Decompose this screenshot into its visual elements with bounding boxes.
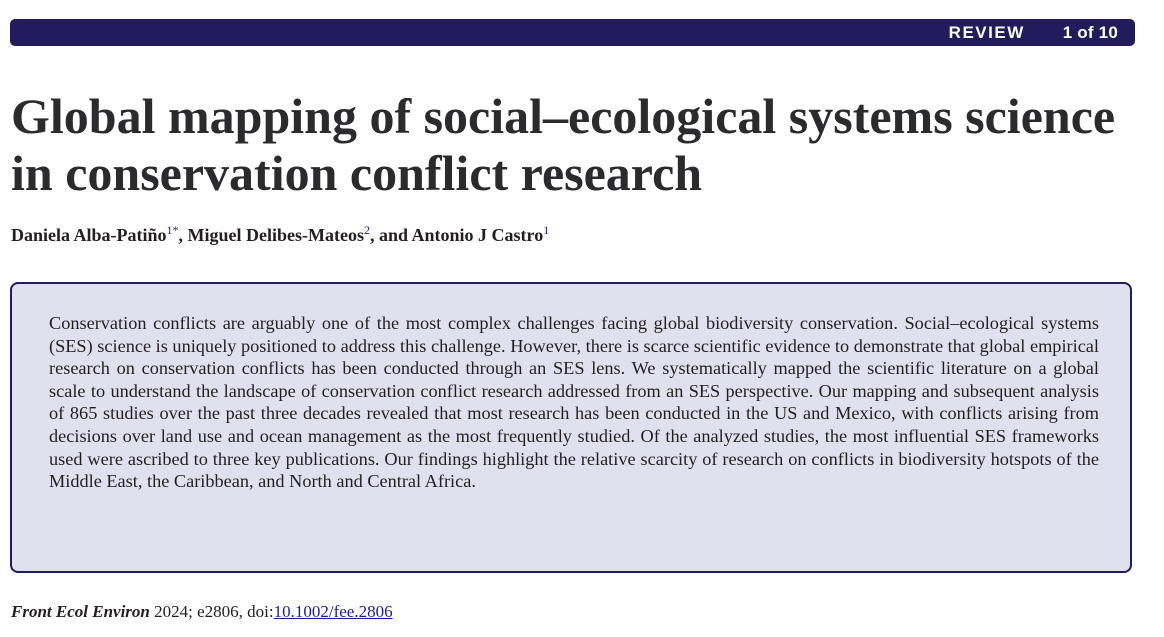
section-label: REVIEW	[948, 22, 1025, 42]
abstract-box	[10, 282, 1132, 573]
header-bar	[10, 19, 1135, 46]
page-indicator: 1 of 10	[1062, 22, 1118, 42]
citation-details: 2024; e2806, doi:	[149, 602, 274, 621]
article-title: Global mapping of social–ecological systems science in conservation conflict research	[11, 88, 1116, 201]
author-name: Antonio J Castro	[411, 225, 544, 245]
author-name: Miguel Delibes-Mateos	[187, 225, 364, 245]
citation-line	[11, 602, 393, 622]
author-affiliation-link[interactable]: 1*	[166, 223, 179, 237]
journal-name: Front Ecol Environ	[11, 602, 150, 621]
author-name: Daniela Alba-Patiño	[11, 225, 167, 245]
author-separator: , and	[369, 225, 412, 245]
author-affiliation-link[interactable]: 2	[363, 223, 370, 237]
abstract-text: Conservation conflicts are arguably one of the most complex challenges facing global biodiversity conservation. Social–ecological systems (SES) science is uniquely positioned to address this challenge. However, there is scarce scientific evidence to demonstrate that global empirical research on conservation conflicts has been conducted through an SES lens. We systematically mapped the scientific literature on a global scale to understand the landscape of conservation conflict research addressed from an SES perspective. Our mapping and subsequent analysis of 865 studies over the past three decades revealed that most research has been conducted in the US and Mexico, with conflicts arising from decisions over land use and ocean management as the most frequently studied. Of the analyzed studies, the most influential SES frameworks used were ascribed to three key publications. Our findings highlight the relative scarcity of research on conflicts in biodiversity hotspots of the Middle East, the Caribbean, and North and Central Africa.	[49, 313, 1099, 492]
author-affiliation-link[interactable]: 1	[543, 223, 550, 237]
author-list	[11, 223, 549, 246]
author-separator: ,	[178, 225, 188, 245]
doi-link[interactable]: 10.1002/fee.2806	[273, 602, 393, 621]
